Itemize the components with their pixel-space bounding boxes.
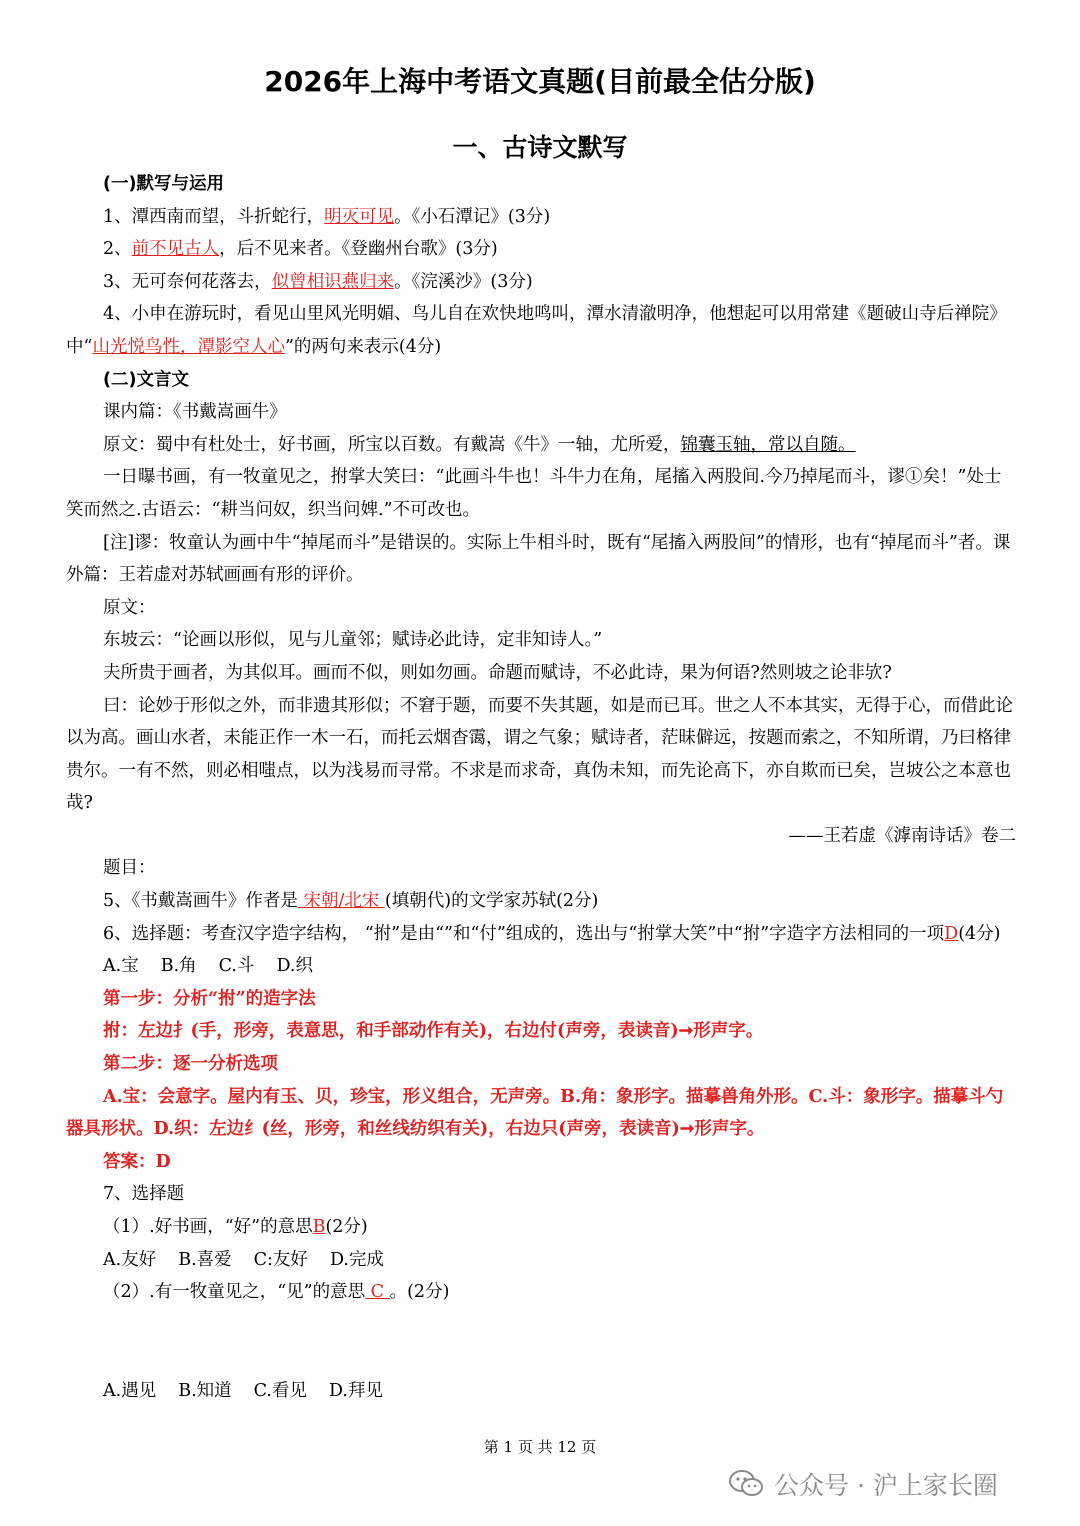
answer-line: 答案：D	[103, 1151, 171, 1172]
question-4: 4、小申在游玩时，看见山里风光明媚、鸟儿自在欢快地鸣叫，潭水清澈明净，他想起可以用常建《题破山寺后禅院》中“山光悦鸟性，潭影空人心”的两句来表示(4分)	[66, 304, 1007, 357]
page-footer: 第 1 页 共 12 页	[483, 1438, 597, 1456]
passage-paragraph: 一日曝书画，有一牧童见之，拊掌大笑曰：“此画斗牛也！斗牛力在角，尾搐入两股间.今乃掉尾而斗，谬①矣！”处士笑而然之.古语云：“耕当问奴，织当问婢.”不可改也。	[66, 467, 1002, 520]
section-title: 一、古诗文默写	[452, 133, 628, 162]
answer-text: C	[365, 1282, 390, 1303]
passage-paragraph: 东坡云：“论画以形似，见与儿童邻；赋诗必此诗，定非知诗人。”	[103, 630, 603, 651]
option: B.知道	[178, 1380, 232, 1401]
answer-text: 山光悦鸟性，潭影空人心	[92, 336, 285, 357]
option: A.遇见	[103, 1380, 157, 1401]
question-7: 7、选择题	[103, 1184, 185, 1205]
wechat-icon	[728, 1469, 764, 1499]
passage-paragraph: 夫所贵于画者，为其似耳。画而不似，则如勿画。命题而赋诗，不必此诗，果为何语?然则坡之论非欤?	[103, 662, 892, 683]
blank-space	[66, 1309, 1016, 1375]
option: D.织	[276, 956, 313, 977]
question-7-2: （2）.有一牧童见之，“见”的意思 C 。(2分)	[103, 1282, 450, 1303]
answer-text: 宋朝/北宋	[297, 891, 385, 912]
watermark-text: 公众号 · 沪上家长圈	[774, 1471, 998, 1500]
question-6: 6、选择题：考查汉字造字结构， “拊”是由“”和“付”组成的，选出与“拊掌大笑”中“拊”字造字方法相同的一项D(4分)	[103, 923, 1001, 944]
passage-paragraph: 原文：蜀中有杜处士，好书画，所宝以百数。有戴嵩《牛》一轴，尤所爱，锦囊玉轴，常以自随。	[103, 434, 856, 455]
question-5: 5、《书戴嵩画牛》作者是 宋朝/北宋 (填朝代)的文学家苏轼(2分)	[103, 891, 599, 912]
answer-text: D	[944, 923, 959, 944]
analysis-text: 拊：左边扌(手，形旁，表意思，和手部动作有关)，右边付(声旁，表读音)➞形声字。	[103, 1021, 764, 1042]
analysis-step: 第一步：分析“拊”的造字法	[103, 988, 316, 1009]
answer-text: 前不见古人	[131, 239, 220, 260]
passage-label: 原文：	[103, 597, 156, 618]
question-2: 2、前不见古人，后不见来者。《登幽州台歌》(3分)	[103, 239, 498, 260]
question-7-1: （1）.好书画，“好”的意思B(2分)	[103, 1217, 368, 1237]
options-row	[66, 1375, 1016, 1408]
document-body	[66, 168, 1016, 1407]
answer-text: B	[312, 1217, 326, 1237]
option: A.宝	[103, 956, 139, 977]
questions-label: 题目：	[103, 858, 156, 879]
option: B.喜爱	[178, 1249, 232, 1270]
page-title: 2026年上海中考语文真题(目前最全估分版)	[264, 65, 816, 98]
question-3: 3、无可奈何花落去，似曾相识燕归来。《浣溪沙》(3分)	[103, 271, 533, 292]
option: D.完成	[329, 1249, 384, 1270]
options-row	[66, 1244, 1016, 1277]
options-row	[66, 950, 1016, 983]
option: C.看见	[253, 1380, 307, 1401]
subsection-heading: (一)默写与运用	[103, 174, 224, 194]
passage-title: 课内篇：《书戴嵩画牛》	[103, 402, 287, 423]
answer-text: 明灭可见	[324, 206, 395, 227]
option: A.友好	[103, 1249, 157, 1270]
option: C:友好	[253, 1249, 308, 1270]
option: B.角	[160, 956, 197, 977]
question-1: 1、潭西南而望，斗折蛇行，明灭可见。《小石潭记》(3分)	[103, 206, 551, 227]
analysis-step: 第二步：逐一分析选项	[103, 1054, 278, 1075]
passage-source: ——王若虚《滹南诗话》卷二	[788, 825, 1016, 846]
option: C.斗	[218, 956, 255, 977]
passage-note: [注]谬：牧童认为画中牛“掉尾而斗”是错误的。实际上牛相斗时，既有“尾搐入两股间”的情形，也有“掉尾而斗”者。课外篇：王若虚对苏轼画画有形的评价。	[66, 532, 1011, 586]
option: D.拜见	[328, 1380, 383, 1401]
answer-text: 似曾相识燕归来	[271, 271, 395, 292]
watermark	[728, 1466, 998, 1502]
subsection-heading: (二)文言文	[103, 369, 189, 390]
analysis-text: A.宝：会意字。屋内有玉、贝，珍宝，形义组合，无声旁。B.角：象形字。描摹兽角外形。C.斗：象形字。描摹斗勺器具形状。D.织：左边纟(丝，形旁，和丝线纺织有关)，右边只(声旁，表读音)➞形声字。	[66, 1086, 1004, 1140]
passage-paragraph: 曰：论妙于形似之外，而非遗其形似；不窘于题，而要不失其题，如是而已耳。世之人不本其实，无得于心，而借此论以为高。画山水者，未能正作一木一石，而托云烟杳霭，谓之气象；赋诗者，茫昧僻远，按题而索之，不知所谓，乃曰格律贵尔。一有不然，则必相嗤点，以为浅易而寻常。不求是而求奇，真伪未知，而先论高下，亦自欺而已矣，岂坡公之本意也哉?	[66, 695, 1013, 814]
